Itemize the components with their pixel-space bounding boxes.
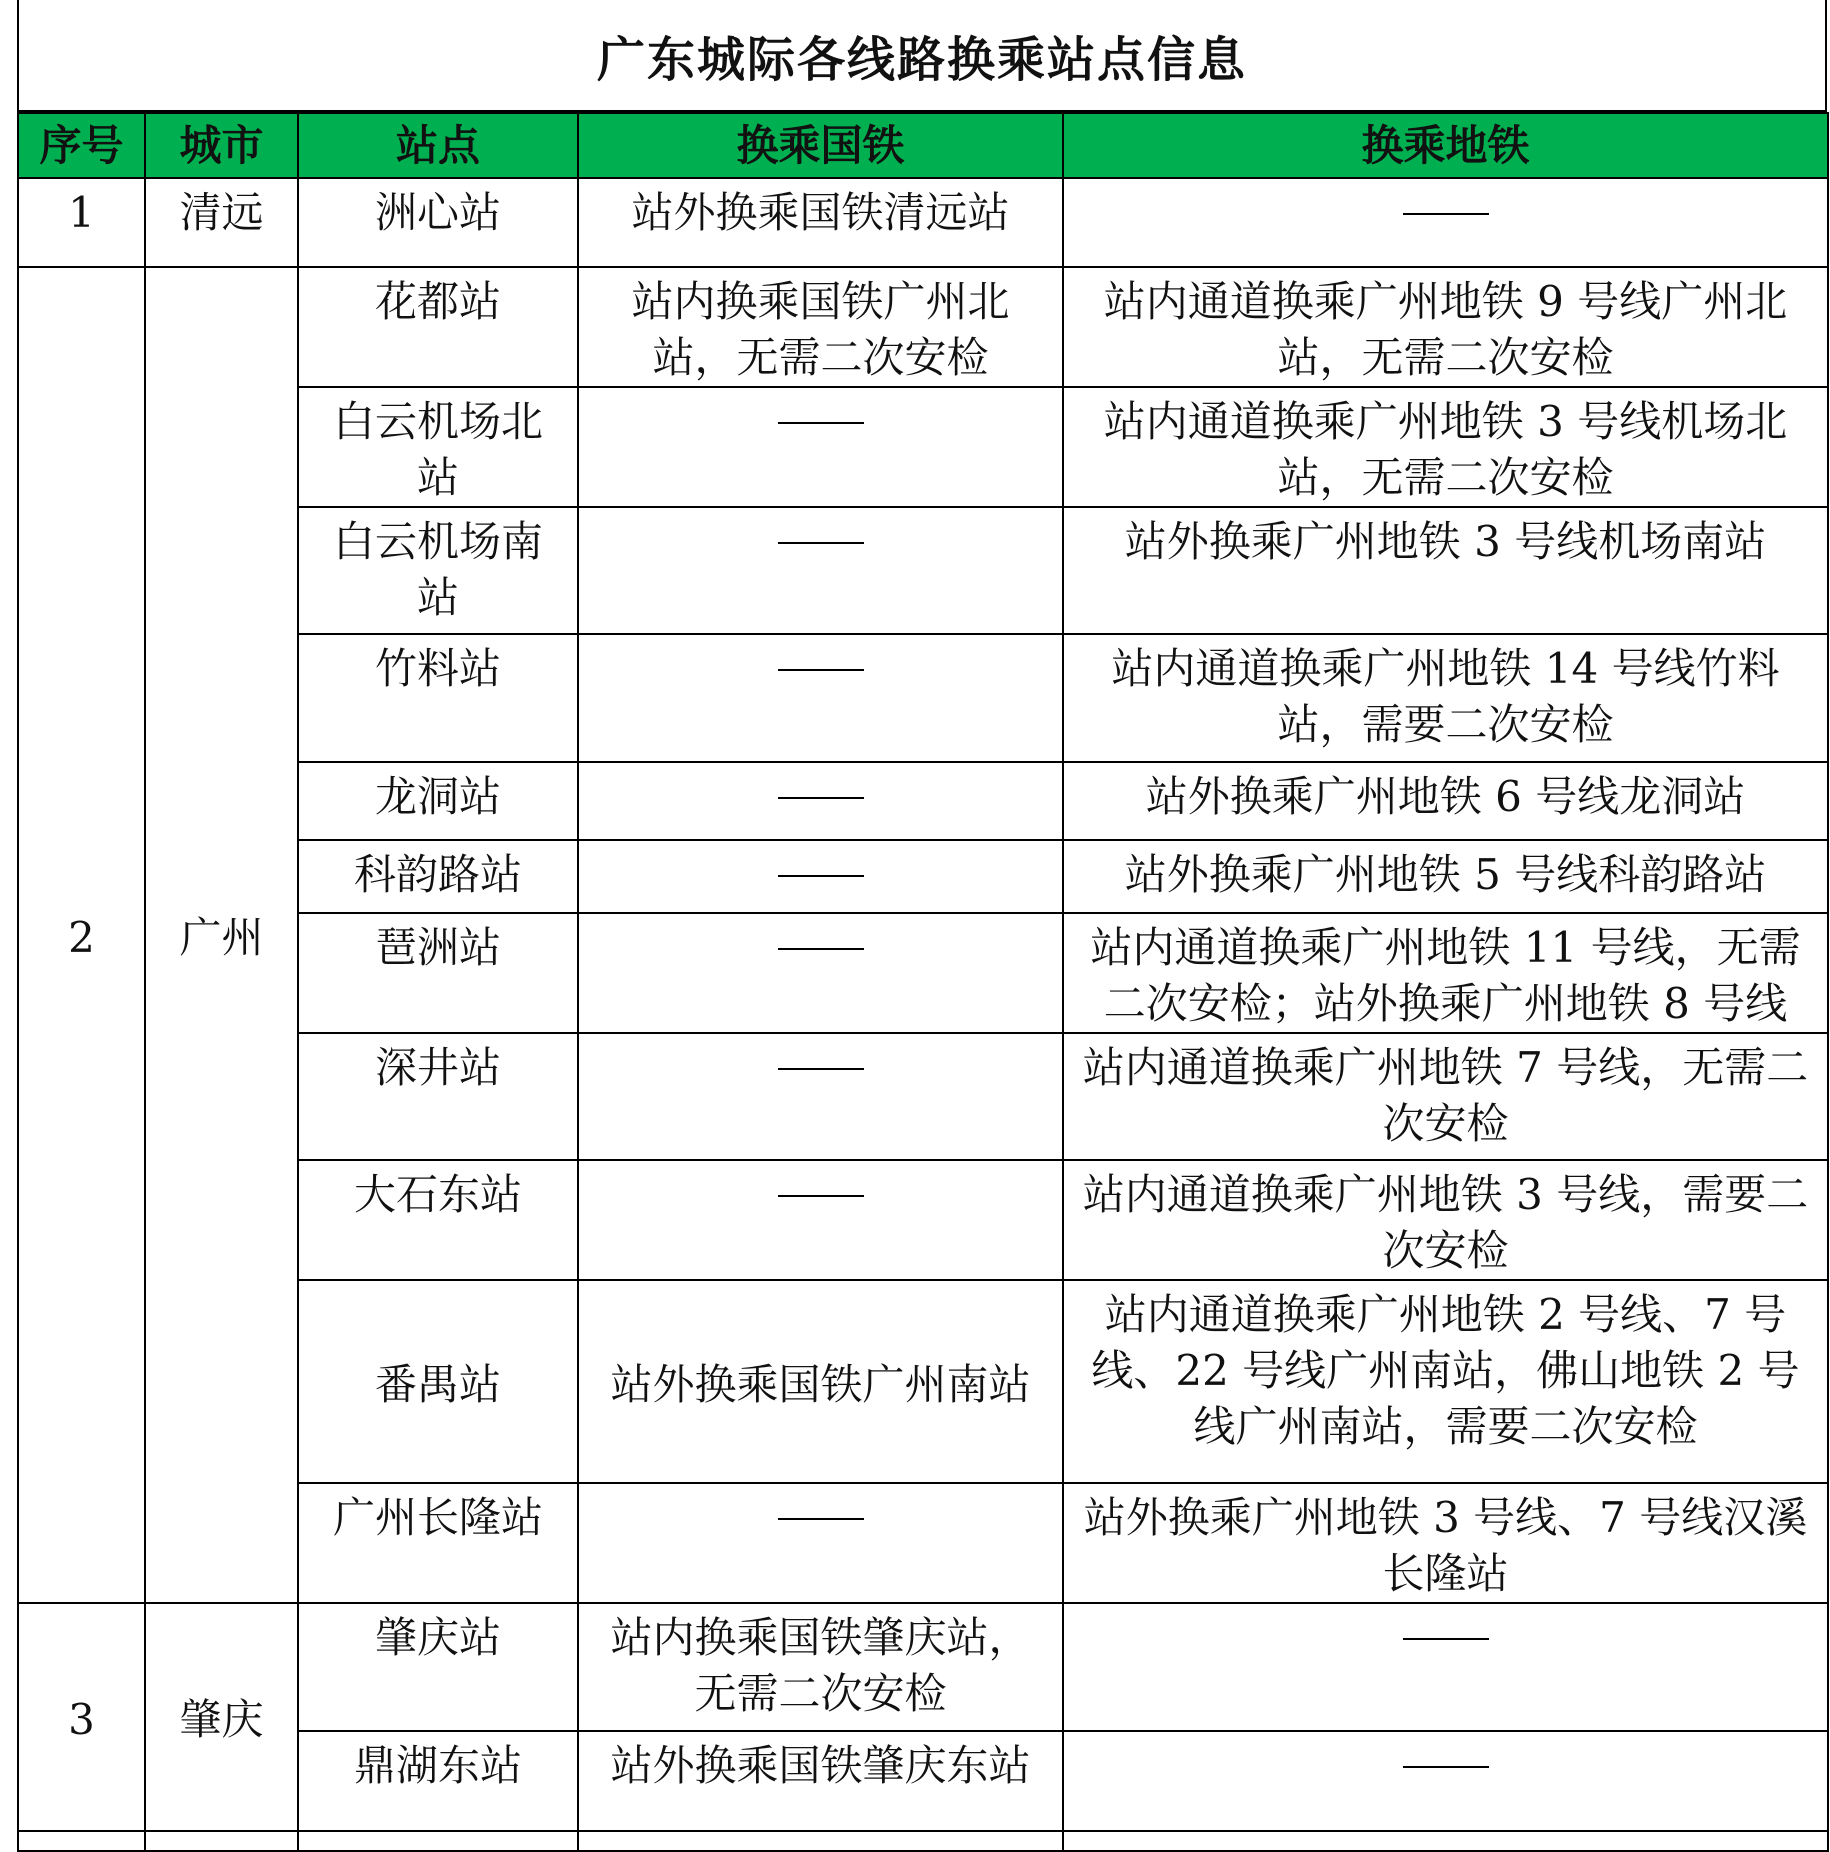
table-row: [18, 267, 1828, 387]
empty-cell: [18, 1831, 145, 1851]
rail-transfer-cell: 站内换乘国铁广州北站，无需二次安检: [578, 267, 1063, 387]
metro-transfer-cell: 站内通道换乘广州地铁 11 号线，无需二次安检；站外换乘广州地铁 8 号线: [1063, 913, 1828, 1033]
index-cell: 1: [18, 178, 145, 267]
metro-transfer-cell: 站外换乘广州地铁 6 号线龙洞站: [1063, 762, 1828, 840]
city-cell: 肇庆: [145, 1603, 298, 1831]
header-rail-transfer: 换乘国铁: [578, 113, 1063, 178]
index-cell: 2: [18, 267, 145, 1603]
rail-transfer-cell: [578, 1160, 1063, 1280]
station-cell: 白云机场南站: [298, 507, 578, 634]
header-city: 城市: [145, 113, 298, 178]
dash-placeholder: [1403, 213, 1489, 215]
rail-transfer-cell: [578, 840, 1063, 913]
header-index: 序号: [18, 113, 145, 178]
dash-placeholder: [778, 797, 864, 799]
rail-transfer-cell: 站内换乘国铁肇庆站，无需二次安检: [578, 1603, 1063, 1731]
station-cell: 鼎湖东站: [298, 1731, 578, 1831]
rail-transfer-cell: 站外换乘国铁肇庆东站: [578, 1731, 1063, 1831]
empty-cell: [578, 1831, 1063, 1851]
station-cell: 洲心站: [298, 178, 578, 267]
metro-transfer-cell: 站内通道换乘广州地铁 7 号线，无需二次安检: [1063, 1033, 1828, 1160]
metro-transfer-cell: 站内通道换乘广州地铁 3 号线，需要二次安检: [1063, 1160, 1828, 1280]
rail-transfer-cell: [578, 634, 1063, 762]
dash-placeholder: [778, 422, 864, 424]
station-cell: 竹料站: [298, 634, 578, 762]
table-row: [18, 178, 1828, 267]
station-cell: 花都站: [298, 267, 578, 387]
city-cell: 清远: [145, 178, 298, 267]
metro-transfer-cell: [1063, 1731, 1828, 1831]
station-cell: 肇庆站: [298, 1603, 578, 1731]
metro-transfer-cell: 站外换乘广州地铁 3 号线机场南站: [1063, 507, 1828, 634]
empty-cell: [145, 1831, 298, 1851]
metro-transfer-cell: 站内通道换乘广州地铁 2 号线、7 号线、22 号线广州南站，佛山地铁 2 号线广州南站，需要二次安检: [1063, 1280, 1828, 1483]
station-cell: 番禺站: [298, 1280, 578, 1483]
metro-transfer-cell: 站内通道换乘广州地铁 9 号线广州北站，无需二次安检: [1063, 267, 1828, 387]
header-row: [18, 113, 1828, 178]
dash-placeholder: [778, 1195, 864, 1197]
city-cell: 广州: [145, 267, 298, 1603]
station-cell: 深井站: [298, 1033, 578, 1160]
metro-transfer-cell: 站外换乘广州地铁 5 号线科韵路站: [1063, 840, 1828, 913]
empty-cell: [1063, 1831, 1828, 1851]
dash-placeholder: [1403, 1766, 1489, 1768]
rail-transfer-cell: 站外换乘国铁清远站: [578, 178, 1063, 267]
metro-transfer-cell: 站内通道换乘广州地铁 3 号线机场北站，无需二次安检: [1063, 387, 1828, 507]
dash-placeholder: [778, 669, 864, 671]
rail-transfer-cell: [578, 913, 1063, 1033]
rail-transfer-cell: [578, 1483, 1063, 1603]
dash-placeholder: [778, 1068, 864, 1070]
metro-transfer-cell: 站内通道换乘广州地铁 14 号线竹料站，需要二次安检: [1063, 634, 1828, 762]
station-cell: 白云机场北站: [298, 387, 578, 507]
index-cell: 3: [18, 1603, 145, 1831]
dash-placeholder: [778, 1518, 864, 1520]
rail-transfer-cell: [578, 387, 1063, 507]
station-cell: 琶洲站: [298, 913, 578, 1033]
metro-transfer-cell: 站外换乘广州地铁 3 号线、7 号线汉溪长隆站: [1063, 1483, 1828, 1603]
empty-cell: [298, 1831, 578, 1851]
metro-transfer-cell: [1063, 178, 1828, 267]
rail-transfer-cell: [578, 762, 1063, 840]
dash-placeholder: [778, 948, 864, 950]
station-cell: 龙洞站: [298, 762, 578, 840]
rail-transfer-cell: [578, 507, 1063, 634]
rail-transfer-cell: 站外换乘国铁广州南站: [578, 1280, 1063, 1483]
header-metro-transfer: 换乘地铁: [1063, 113, 1828, 178]
station-cell: 科韵路站: [298, 840, 578, 913]
dash-placeholder: [778, 875, 864, 877]
dash-placeholder: [1403, 1638, 1489, 1640]
station-cell: 广州长隆站: [298, 1483, 578, 1603]
metro-transfer-cell: [1063, 1603, 1828, 1731]
station-cell: 大石东站: [298, 1160, 578, 1280]
page-title: 广东城际各线路换乘站点信息: [17, 0, 1827, 112]
transfer-table: [17, 112, 1829, 1852]
table-row-partial: [18, 1831, 1828, 1851]
dash-placeholder: [778, 542, 864, 544]
rail-transfer-cell: [578, 1033, 1063, 1160]
header-station: 站点: [298, 113, 578, 178]
table-row: [18, 1603, 1828, 1731]
